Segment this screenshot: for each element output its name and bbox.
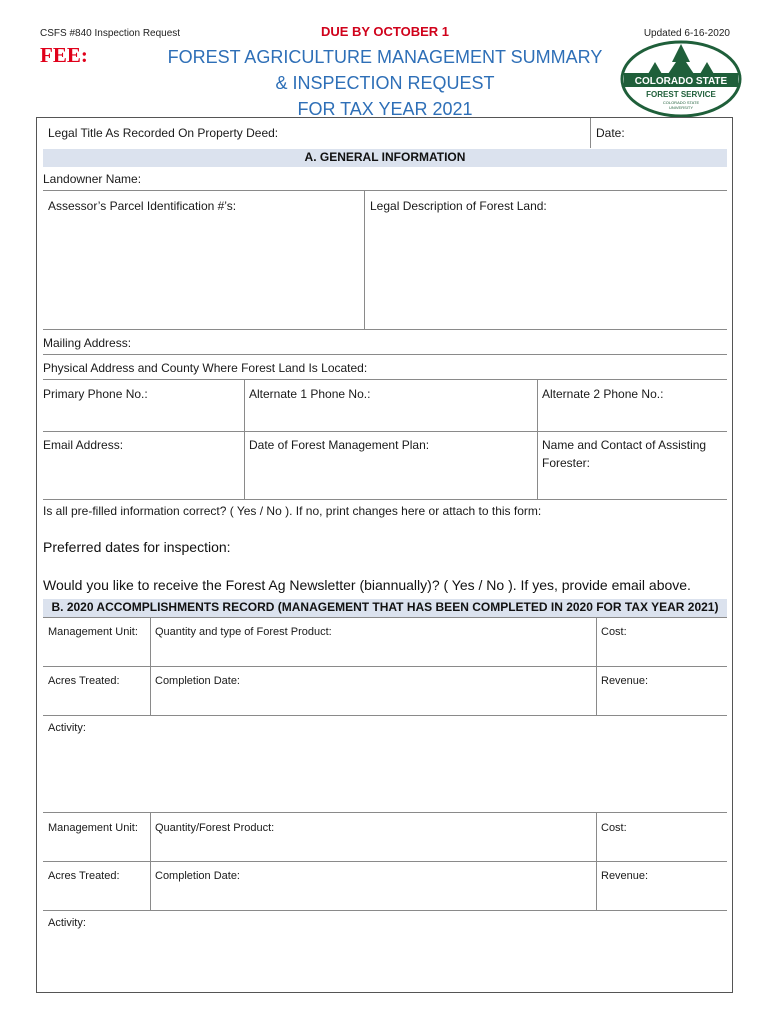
section-a-heading: A. GENERAL INFORMATION: [43, 149, 727, 167]
title-line-1: FOREST AGRICULTURE MANAGEMENT SUMMARY: [167, 47, 603, 67]
fee-label: FEE:: [40, 43, 88, 67]
management-unit-2-field[interactable]: Management Unit:: [48, 822, 138, 834]
alternate-1-phone-field[interactable]: Alternate 1 Phone No.:: [249, 387, 371, 401]
management-unit-1-field[interactable]: Management Unit:: [48, 626, 138, 638]
plan-date-field[interactable]: Date of Forest Management Plan:: [249, 438, 430, 452]
email-address-field[interactable]: Email Address:: [43, 438, 124, 452]
landowner-name-field[interactable]: Landowner Name:: [43, 172, 142, 186]
colorado-state-forest-service-logo: [620, 40, 742, 118]
alternate-2-phone-field[interactable]: Alternate 2 Phone No.:: [542, 387, 664, 401]
forest-product-1-field[interactable]: Quantity and type of Forest Product:: [155, 626, 332, 638]
preferred-inspection-dates-field[interactable]: Preferred dates for inspection:: [43, 539, 231, 555]
revenue-2-field[interactable]: Revenue:: [601, 870, 649, 882]
activity-2-field[interactable]: Activity:: [48, 917, 86, 929]
cost-1-field[interactable]: Cost:: [601, 626, 627, 638]
logo-text-2: FOREST SERVICE: [646, 90, 716, 99]
form-frame: [36, 117, 733, 993]
title-line-2: & INSPECTION REQUEST: [275, 73, 495, 93]
completion-date-2-field[interactable]: Completion Date:: [155, 870, 240, 882]
assisting-forester-label-line-1[interactable]: Name and Contact of Assisting: [542, 438, 707, 452]
primary-phone-field[interactable]: Primary Phone No.:: [43, 387, 148, 401]
form-number: CSFS #840 Inspection Request: [40, 28, 181, 39]
completion-date-1-field[interactable]: Completion Date:: [155, 675, 240, 687]
section-b-heading: B. 2020 ACCOMPLISHMENTS RECORD (MANAGEMENT THAT HAS BEEN COMPLETED IN 2020 FOR TAX YEAR 2021): [43, 599, 727, 617]
newsletter-question[interactable]: Would you like to receive the Forest Ag Newsletter (biannually)? ( Yes / No ). If yes, provide email above.: [43, 577, 691, 593]
mailing-address-field[interactable]: Mailing Address:: [43, 336, 132, 350]
assisting-forester-label-line-2[interactable]: Forester:: [542, 456, 591, 470]
title-line-3: FOR TAX YEAR 2021: [297, 99, 473, 119]
parcel-ids-field[interactable]: Assessor’s Parcel Identification #’s:: [48, 199, 237, 213]
logo-text-1: COLORADO STATE: [634, 76, 728, 87]
legal-description-field[interactable]: Legal Description of Forest Land:: [370, 199, 547, 213]
cost-2-field[interactable]: Cost:: [601, 822, 627, 834]
acres-treated-2-field[interactable]: Acres Treated:: [48, 870, 120, 882]
revenue-1-field[interactable]: Revenue:: [601, 675, 649, 687]
acres-treated-1-field[interactable]: Acres Treated:: [48, 675, 120, 687]
logo-text-3: COLORADO STATE: [662, 100, 700, 105]
prefilled-info-question[interactable]: Is all pre-filled information correct? ( Yes / No ). If no, print changes here or attach to this form:: [43, 504, 542, 518]
activity-1-field[interactable]: Activity:: [48, 722, 86, 734]
date-field[interactable]: Date:: [596, 126, 625, 140]
physical-address-field[interactable]: Physical Address and County Where Forest Land Is Located:: [43, 361, 368, 375]
updated-date: Updated 6-16-2020: [643, 28, 730, 39]
form-title: [120, 44, 650, 122]
due-date-notice: DUE BY OCTOBER 1: [320, 24, 450, 39]
legal-title-field[interactable]: Legal Title As Recorded On Property Deed:: [48, 126, 279, 140]
logo-text-4: UNIVERSITY: [668, 105, 694, 110]
forest-product-2-field[interactable]: Quantity/Forest Product:: [155, 822, 275, 834]
